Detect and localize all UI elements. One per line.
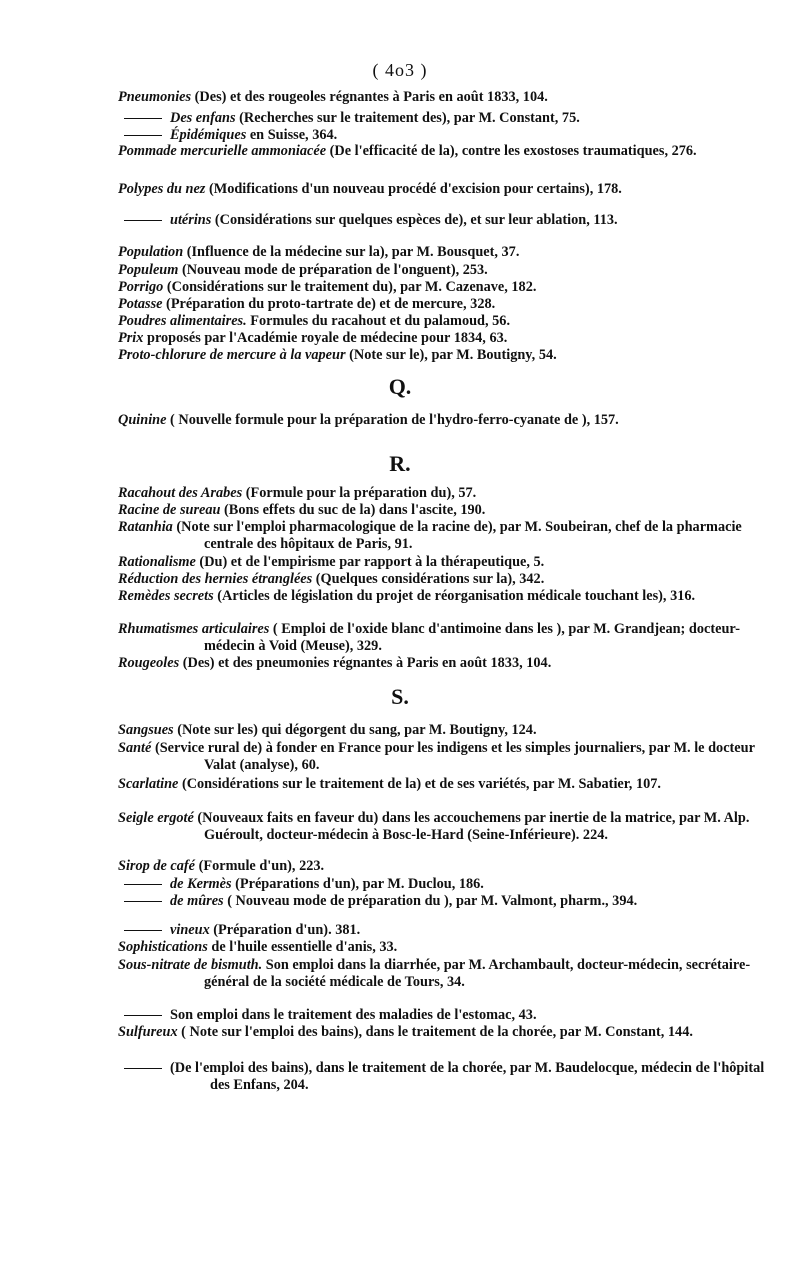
- index-entry: [124, 1007, 774, 1024]
- index-entry: [118, 412, 768, 429]
- index-entry: [118, 181, 768, 198]
- entry-text: (De l'emploi des bains), dans le traitement de la chorée, par M. Baudelocque, médecin de l'hôpital des Enfans, 204.: [170, 1060, 765, 1093]
- index-entry: [118, 1024, 768, 1041]
- index-entry: [124, 1060, 774, 1093]
- entry-head: Sangsues: [118, 722, 174, 738]
- entry-head: Racine de sureau: [118, 502, 221, 518]
- entry-head: Sophistications: [118, 939, 208, 955]
- entry-text: (Modifications d'un nouveau procédé d'excision pour certains), 178.: [205, 181, 622, 197]
- entry-head: Des enfans: [170, 110, 236, 126]
- ditto-dash: [124, 1068, 162, 1069]
- entry-text: ( Nouveau mode de préparation du ), par M. Valmont, pharm., 394.: [223, 893, 638, 909]
- index-entry: [118, 143, 768, 160]
- entry-head: Quinine: [118, 412, 167, 428]
- entry-head: Scarlatine: [118, 776, 179, 792]
- index-entry: [124, 893, 774, 910]
- ditto-dash: [124, 220, 162, 221]
- entry-text: Son emploi dans le traitement des maladies de l'estomac, 43.: [170, 1007, 537, 1023]
- entry-text: (Bons effets du suc de la) dans l'ascite, 190.: [220, 502, 486, 518]
- index-entry: [118, 740, 768, 773]
- index-entry: [118, 262, 768, 279]
- section-letter-s: S.: [391, 684, 409, 709]
- entry-text: proposés par l'Académie royale de médecine pour 1834, 63.: [143, 330, 508, 346]
- entry-text: (Du) et de l'empirisme par rapport à la thérapeutique, 5.: [195, 554, 545, 570]
- index-entry: [118, 722, 768, 739]
- entry-text: (Préparation du proto-tartrate de) et de mercure, 328.: [162, 296, 496, 312]
- entry-text: (Considérations sur quelques espèces de), et sur leur ablation, 113.: [211, 212, 618, 228]
- entry-head: Populeum: [118, 262, 179, 278]
- entry-head: Épidémiques: [170, 127, 247, 143]
- index-entry: [118, 776, 768, 793]
- entry-text: (Note sur les) qui dégorgent du sang, par M. Boutigny, 124.: [173, 722, 537, 738]
- index-entry: [118, 89, 768, 106]
- section-letter-q: Q.: [388, 374, 412, 399]
- entry-text: Formules du racahout et du palamoud, 56.: [246, 313, 511, 329]
- entry-head: Potasse: [118, 296, 163, 312]
- entry-text: (Recherches sur le traitement des), par M. Constant, 75.: [235, 110, 580, 126]
- entry-head: Ratanhia: [118, 519, 173, 535]
- entry-text: (Note sur le), par M. Boutigny, 54.: [345, 347, 557, 363]
- entry-head: Population: [118, 244, 184, 260]
- index-entry: [118, 621, 768, 654]
- index-entry: [118, 810, 768, 843]
- entry-head: Sirop de café: [118, 858, 196, 874]
- entry-head: Sulfureux: [118, 1024, 178, 1040]
- entry-text: (Des) et des rougeoles régnantes à Paris en août 1833, 104.: [191, 89, 548, 105]
- index-entry: [124, 876, 774, 893]
- entry-text: (Note sur l'emploi pharmacologique de la racine de), par M. Soubeiran, chef de la pharmacie centrale des hôpitaux de Paris, 91.: [172, 519, 742, 552]
- entry-text: (Des) et des pneumonies régnantes à Paris en août 1833, 104.: [179, 655, 552, 671]
- section-letter-r: R.: [389, 451, 411, 476]
- index-entry: [124, 922, 774, 939]
- entry-head: Prix: [118, 330, 144, 346]
- entry-head: utérins: [170, 212, 212, 228]
- entry-text: (Préparation d'un). 381.: [209, 922, 361, 938]
- entry-text: (Service rural de) à fonder en France pour les indigens et les simples journaliers, par M. le docteur Valat (analyse), 60.: [151, 740, 755, 773]
- entry-text: de l'huile essentielle d'anis, 33.: [207, 939, 398, 955]
- entry-text: Son emploi dans la diarrhée, par M. Archambault, docteur-médecin, secrétaire-général de la société médicale de Tours, 34.: [204, 957, 751, 990]
- entry-text: (Préparations d'un), par M. Duclou, 186.: [231, 876, 484, 892]
- index-entry: [118, 244, 768, 261]
- entry-text: (Nouveaux faits en faveur du) dans les accouchemens par inertie de la matrice, par M. Alp. Guéroult, docteur-médecin à Bosc-le-Hard (Seine-Inférieure). 224.: [193, 810, 750, 843]
- ditto-dash: [124, 118, 162, 119]
- index-entry: [118, 588, 768, 605]
- index-entry: [118, 858, 768, 875]
- entry-text: ( Note sur l'emploi des bains), dans le traitement de la chorée, par M. Constant, 144.: [177, 1024, 693, 1040]
- index-entry: [118, 485, 768, 502]
- entry-head: Proto-chlorure de mercure à la vapeur: [118, 347, 346, 363]
- index-entry: [118, 554, 768, 571]
- entry-text: (Nouveau mode de préparation de l'onguent), 253.: [178, 262, 488, 278]
- entry-text: (Formule d'un), 223.: [195, 858, 325, 874]
- index-entry: [118, 519, 768, 552]
- entry-head: de Kermès: [170, 876, 232, 892]
- entry-head: Racahout des Arabes: [118, 485, 243, 501]
- index-entry: [118, 939, 768, 956]
- entry-head: Porrigo: [118, 279, 164, 295]
- entry-text: (Formule pour la préparation du), 57.: [242, 485, 477, 501]
- index-entry: [118, 957, 768, 990]
- ditto-dash: [124, 930, 162, 931]
- index-entry: [118, 330, 768, 347]
- entry-head: vineux: [170, 922, 210, 938]
- index-entry: [118, 279, 768, 296]
- index-entry: [118, 296, 768, 313]
- entry-text: (Articles de législation du projet de réorganisation médicale touchant les), 316.: [213, 588, 696, 604]
- entry-head: Rhumatismes articulaires: [118, 621, 270, 637]
- index-entry: [118, 502, 768, 519]
- entry-head: Seigle ergoté: [118, 810, 194, 826]
- entry-head: de mûres: [170, 893, 224, 909]
- entry-text: ( Emploi de l'oxide blanc d'antimoine dans les ), par M. Grandjean; docteur-médecin à Void (Meuse), 329.: [204, 621, 740, 654]
- ditto-dash: [124, 135, 162, 136]
- entry-head: Santé: [118, 740, 152, 756]
- page-number: ( 4o3 ): [372, 60, 428, 80]
- entry-text: en Suisse, 364.: [246, 127, 338, 143]
- entry-head: Pommade mercurielle ammoniacée: [118, 143, 327, 159]
- entry-text: (Quelques considérations sur la), 342.: [312, 571, 545, 587]
- index-entry: [118, 313, 768, 330]
- entry-head: Poudres alimentaires.: [118, 313, 247, 329]
- index-entry: [118, 571, 768, 588]
- index-entry: [124, 127, 774, 144]
- ditto-dash: [124, 1015, 162, 1016]
- entry-head: Réduction des hernies étranglées: [118, 571, 313, 587]
- ditto-dash: [124, 884, 162, 885]
- index-entry: [118, 347, 768, 364]
- entry-head: Polypes du nez: [118, 181, 206, 197]
- entry-text: ( Nouvelle formule pour la préparation de l'hydro-ferro-cyanate de ), 157.: [166, 412, 619, 428]
- entry-head: Sous-nitrate de bismuth.: [118, 957, 263, 973]
- index-entry: [118, 655, 768, 672]
- entry-text: (Considérations sur le traitement de la) et de ses variétés, par M. Sabatier, 107.: [178, 776, 661, 792]
- entry-head: Rationalisme: [118, 554, 196, 570]
- entry-text: (De l'efficacité de la), contre les exostoses traumatiques, 276.: [326, 143, 697, 159]
- index-entry: [124, 212, 774, 229]
- entry-head: Rougeoles: [118, 655, 180, 671]
- entry-head: Remèdes secrets: [118, 588, 214, 604]
- entry-text: (Considérations sur le traitement du), par M. Cazenave, 182.: [163, 279, 537, 295]
- entry-head: Pneumonies: [118, 89, 192, 105]
- index-entry: [124, 110, 774, 127]
- ditto-dash: [124, 901, 162, 902]
- entry-text: (Influence de la médecine sur la), par M. Bousquet, 37.: [183, 244, 520, 260]
